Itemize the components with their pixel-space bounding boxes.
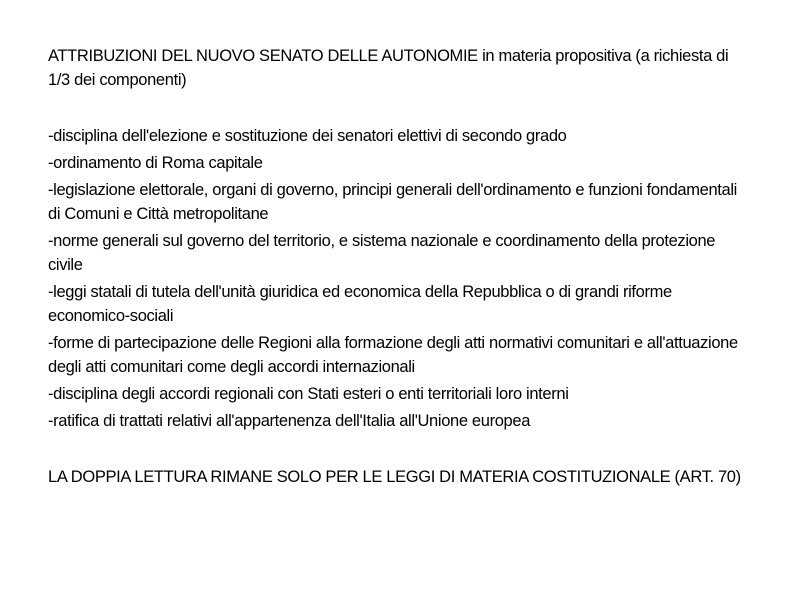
footer-paragraph: LA DOPPIA LETTURA RIMANE SOLO PER LE LEGGI DI MATERIA COSTITUZIONALE (ART. 70) [48, 468, 741, 486]
list-item: -forme di partecipazione delle Regioni alla formazione degli atti normativi comunitari e all'attuazione degli atti comunitari come degli accordi internazionali [48, 334, 738, 376]
list-item: -ratifica di trattati relativi all'appartenenza dell'Italia all'Unione europea [48, 412, 531, 430]
intro-heading-caps: ATTRIBUZIONI DEL NUOVO SENATO DELLE AUTONOMIE [48, 47, 478, 65]
intro-paragraph [48, 44, 748, 92]
list-item: -ordinamento di Roma capitale [48, 154, 263, 172]
list-item: -disciplina dell'elezione e sostituzione dei senatori elettivi di secondo grado [48, 127, 567, 145]
attributions-list [48, 124, 748, 433]
list-item: -legislazione elettorale, organi di governo, principi generali dell'ordinamento e funzioni fondamentali di Comuni e Città metropolitane [48, 181, 737, 223]
list-item: -leggi statali di tutela dell'unità giuridica ed economica della Repubblica o di grandi riforme economico-sociali [48, 283, 672, 325]
list-item: -norme generali sul governo del territorio, e sistema nazionale e coordinamento della protezione civile [48, 232, 716, 274]
slide-content [48, 44, 748, 489]
list-item: -disciplina degli accordi regionali con Stati esteri o enti territoriali loro interni [48, 385, 569, 403]
intro-heading-rest: in materia propositiva (a richiesta di 1/3 dei componenti) [48, 47, 729, 89]
